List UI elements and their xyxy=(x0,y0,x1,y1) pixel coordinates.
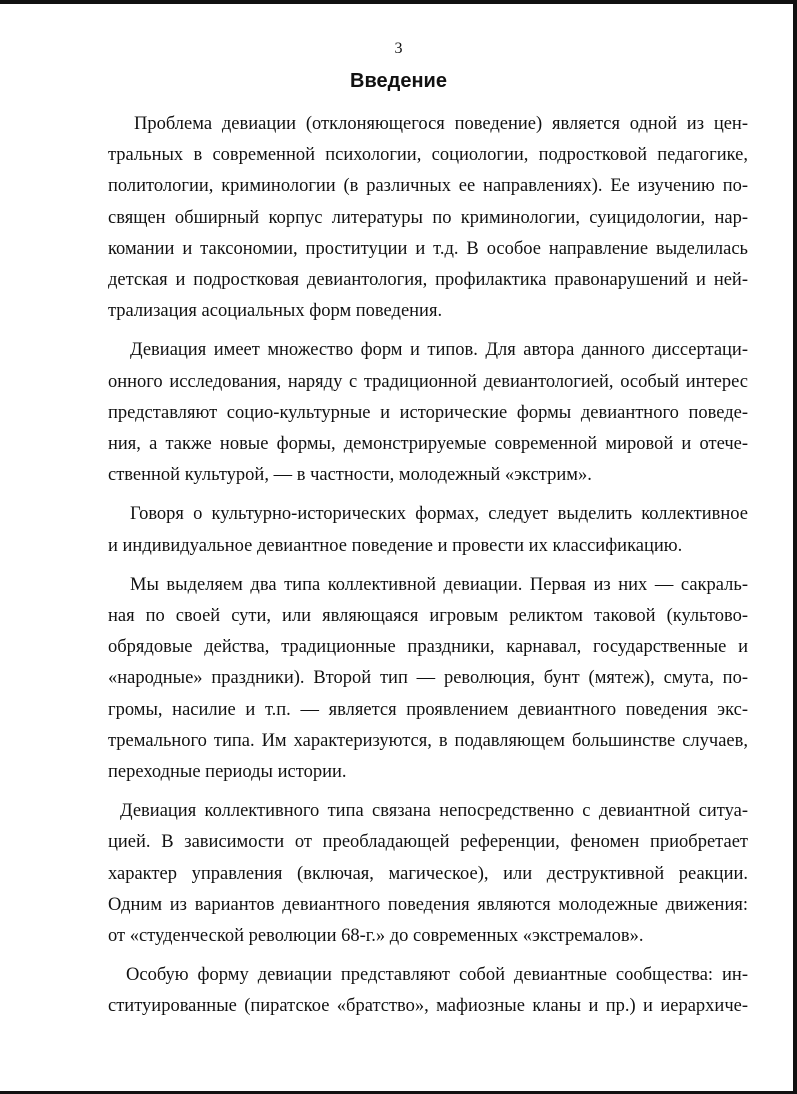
text-line: Говоря о культурно-исторических формах, следует выделить коллективное xyxy=(130,504,748,525)
text-line: трализация асоциальных форм поведения. xyxy=(108,301,443,322)
paragraph-2 xyxy=(108,335,748,491)
text-line: и индивидуальное девиантное поведение и провести их классификацию. xyxy=(108,535,683,556)
paragraph-3 xyxy=(108,499,748,561)
text-line: Проблема девиации (отклоняющегося поведение) является одной из цен- xyxy=(134,114,748,134)
text-line: переходные периоды истории. xyxy=(108,762,347,783)
text-line: обрядовые действа, традиционные праздники, карнавал, государственные и xyxy=(108,637,748,658)
page-heading: Введение xyxy=(350,70,447,92)
text-line: Мы выделяем два типа коллективной девиации. Первая из них — сакраль- xyxy=(130,574,748,595)
text-line: цией. В зависимости от преобладающей референции, феномен приобретает xyxy=(108,832,748,853)
paragraph-5 xyxy=(108,796,748,952)
paragraph-6 xyxy=(108,960,748,1022)
text-line: характер управления (включая, магическое), или деструктивной реакции. xyxy=(108,863,748,884)
text-line: комании и таксономии, проституции и т.д. В особое направление выделилась xyxy=(108,238,748,259)
text-line: Девиация коллективного типа связана непосредственно с девиантной ситуа- xyxy=(120,801,748,822)
text-line: «народные» праздники). Второй тип — революция, бунт (мятеж), смута, по- xyxy=(108,668,748,689)
text-line: от «студенческой революции 68-г.» до современных «экстремалов». xyxy=(108,926,644,947)
text-line: Особую форму девиации представляют собой девиантные сообщества: ин- xyxy=(126,965,748,986)
paragraph-1 xyxy=(108,109,748,327)
text-line: представляют социо-культурные и исторические формы девиантного поведе- xyxy=(108,402,748,423)
text-line: политологии, криминологии (в различных ее направлениях). Ее изучению по- xyxy=(108,176,748,197)
scan-edge-top xyxy=(0,0,797,4)
text-line: ния, а также новые формы, демонстрируемые современной мировой и отече- xyxy=(108,434,748,455)
text-line: тральных в современной психологии, социологии, подростковой педагогике, xyxy=(108,145,748,166)
text-line: ституированные (пиратское «братство», мафиозные кланы и пр.) и иерархиче- xyxy=(108,996,748,1017)
text-line: онного исследования, наряду с традиционной девиантологией, особый интерес xyxy=(108,371,748,392)
text-line: ная по своей сути, или являющаяся игровым реликтом таковой (культово- xyxy=(108,606,748,627)
text-line: Одним из вариантов девиантного поведения являются молодежные движения: xyxy=(108,894,748,915)
text-line: детская и подростковая девиантология, профилактика правонарушений и ней- xyxy=(108,270,748,291)
text-line: священ обширный корпус литературы по криминологии, суицидологии, нар- xyxy=(108,207,748,228)
text-line: громы, насилие и т.п. — является проявлением девиантного поведения экс- xyxy=(108,699,748,720)
paragraph-4 xyxy=(108,570,748,788)
scan-edge-right xyxy=(793,0,797,1094)
text-line: ственной культурой, — в частности, молодежный «экстрим». xyxy=(108,465,592,486)
body-text xyxy=(108,109,748,1031)
text-line: Девиация имеет множество форм и типов. Для автора данного диссертаци- xyxy=(130,340,748,361)
text-line: тремального типа. Им характеризуются, в подавляющем большинстве случаев, xyxy=(108,730,748,751)
page-number: 3 xyxy=(394,40,403,57)
